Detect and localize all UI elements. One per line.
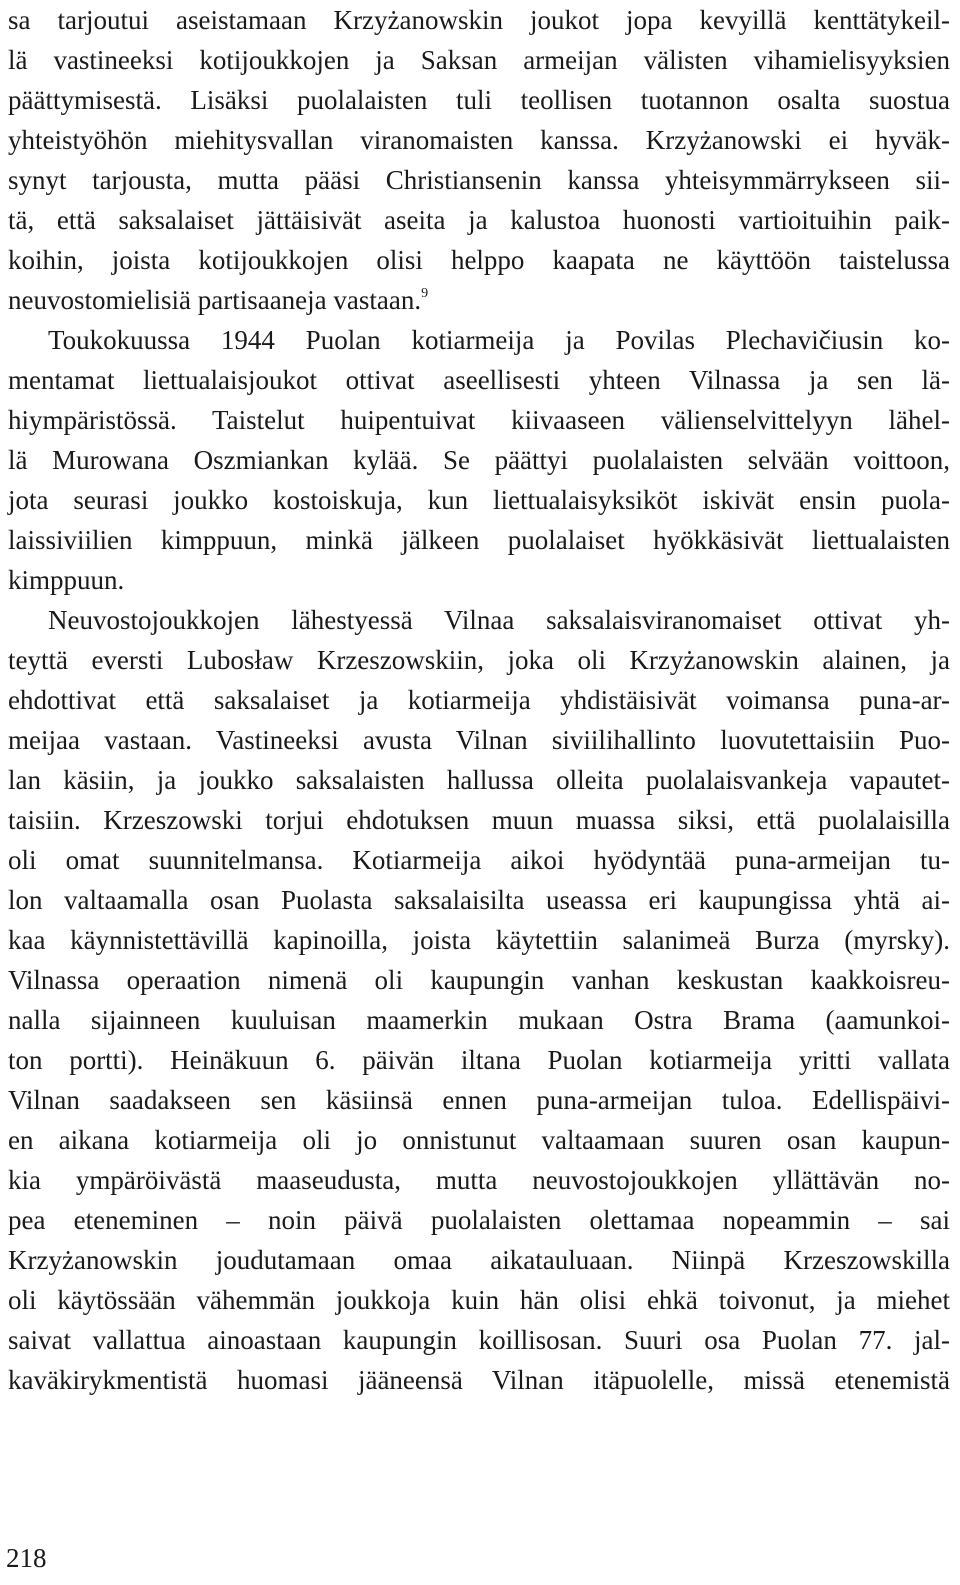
text-line: teyttä eversti Lubosław Krzeszowskiin, joka oli Krzyżanowskin alainen, ja <box>8 645 950 675</box>
page-number: 218 <box>6 1543 47 1573</box>
text-line: koihin, joista kotijoukkojen olisi helppo kaapata ne käyttöön taistelussa <box>8 245 950 275</box>
text-line: kaväkirykmentistä huomasi jääneensä Vilnan itäpuolelle, missä etenemistä <box>8 1365 950 1395</box>
text-line: laissiviilien kimppuun, minkä jälkeen puolalaiset hyökkäsivät liettualaisten <box>8 525 950 555</box>
text-line: kaa käynnistettävillä kapinoilla, joista käytettiin salanimeä Burza (myrsky). <box>8 925 950 955</box>
text-line: kimppuun. <box>8 565 125 595</box>
text-line: pea eteneminen – noin päivä puolalaisten olettamaa nopeammin – sai <box>8 1205 950 1235</box>
text-line: Vilnassa operaation nimenä oli kaupungin vanhan keskustan kaakkoisreu- <box>8 965 950 995</box>
text-line: ehdottivat että saksalaiset ja kotiarmeija yhdistäisivät voimansa puna-ar- <box>8 685 950 715</box>
text-line: oli käytössään vähemmän joukkoja kuin hän olisi ehkä toivonut, ja miehet <box>8 1285 950 1315</box>
text-line: lon valtaamalla osan Puolasta saksalaisilta useassa eri kaupungissa yhtä ai- <box>8 885 950 915</box>
text-line: lä vastineeksi kotijoukkojen ja Saksan armeijan välisten vihamielisyyksien <box>8 45 950 75</box>
text-line: jota seurasi joukko kostoiskuja, kun liettualaisyksiköt iskivät ensin puola- <box>8 485 950 515</box>
text-line: saivat vallattua ainoastaan kaupungin koillisosan. Suuri osa Puolan 77. jal- <box>8 1325 950 1355</box>
text-line: en aikana kotiarmeija oli jo onnistunut valtaamaan suuren osan kaupun- <box>8 1125 950 1155</box>
text-line-with-footnote <box>8 280 950 320</box>
paragraph-start-line: Toukokuussa 1944 Puolan kotiarmeija ja Povilas Plechavičiusin ko- <box>48 325 950 355</box>
paragraph-start-line: Neuvostojoukkojen lähestyessä Vilnaa saksalaisviranomaiset ottivat yh- <box>48 605 950 635</box>
text-line: Krzyżanowskin joudutamaan omaa aikatauluaan. Niinpä Krzeszowskilla <box>8 1245 950 1275</box>
text-line: meijaa vastaan. Vastineeksi avusta Vilnan siviilihallinto luovutettaisiin Puo- <box>8 725 950 755</box>
text-line: päättymisestä. Lisäksi puolalaisten tuli teollisen tuotannon osalta suostua <box>8 85 950 115</box>
text-line: hiympäristössä. Taistelut huipentuivat kiivaaseen välienselvittelyyn lähel- <box>8 405 950 435</box>
text-line: oli omat suunnitelmansa. Kotiarmeija aikoi hyödyntää puna-armeijan tu- <box>8 845 950 875</box>
text-line: tä, että saksalaiset jättäisivät aseita ja kalustoa huonosti vartioituihin paik- <box>8 205 950 235</box>
text-line: ton portti). Heinäkuun 6. päivän iltana Puolan kotiarmeija yritti vallata <box>8 1045 950 1075</box>
text-line: Vilnan saadakseen sen käsiinsä ennen puna-armeijan tuloa. Edellispäivi- <box>8 1085 950 1115</box>
text-line: kia ympäröivästä maaseudusta, mutta neuvostojoukkojen yllättävän no- <box>8 1165 950 1195</box>
text-line: sa tarjoutui aseistamaan Krzyżanowskin joukot jopa kevyillä kenttätykeil- <box>8 5 950 35</box>
text-line: nalla sijainneen kuuluisan maamerkin mukaan Ostra Brama (aamunkoi- <box>8 1005 950 1035</box>
footnote-marker: 9 <box>421 286 429 301</box>
text-line: lä Murowana Oszmiankan kylää. Se päättyi puolalaisten selvään voittoon, <box>8 445 950 475</box>
text-line: synyt tarjousta, mutta pääsi Christiansenin kanssa yhteisymmärrykseen sii- <box>8 165 950 195</box>
text-line: yhteistyöhön miehitysvallan viranomaisten kanssa. Krzyżanowski ei hyväk- <box>8 125 950 155</box>
text-line: lan käsiin, ja joukko saksalaisten hallussa olleita puolalaisvankeja vapautet- <box>8 765 950 795</box>
text-line: taisiin. Krzeszowski torjui ehdotuksen muun muassa siksi, että puolalaisilla <box>8 805 950 835</box>
text-line: mentamat liettualaisjoukot ottivat aseellisesti yhteen Vilnassa ja sen lä- <box>8 365 950 395</box>
text-line-content: neuvostomielisiä partisaaneja vastaan. <box>8 285 422 315</box>
